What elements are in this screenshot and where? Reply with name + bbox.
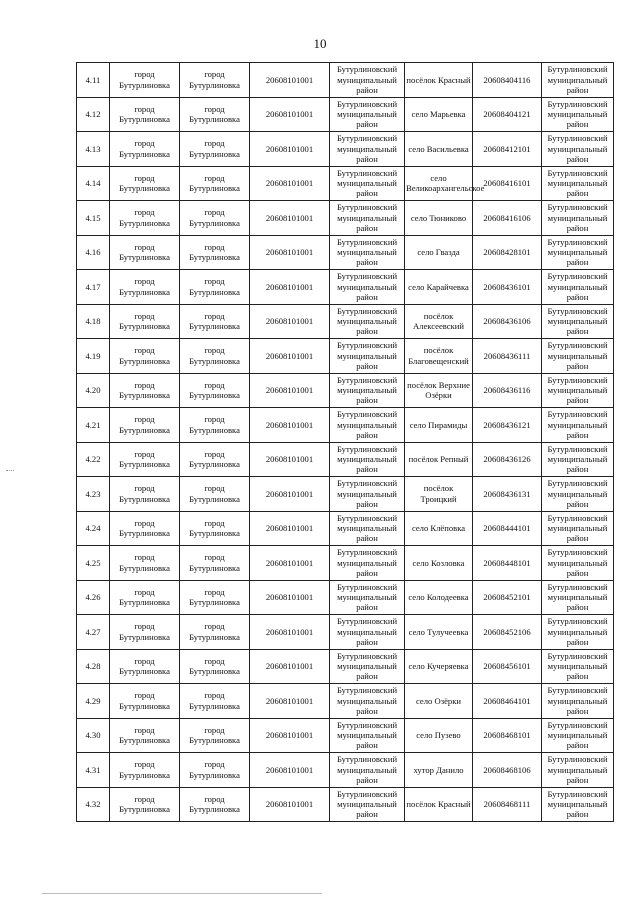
row-number: 4.14 [77,166,110,201]
locality-cell: село Тюниково [405,201,473,236]
oktmo-code-cell: 20608101001 [250,235,330,270]
settlement-cell: город Бутурлиновка [180,580,250,615]
locality-code-cell: 20608436121 [473,408,542,443]
district-cell: Бутурлиновский муниципальный район [542,235,614,270]
locality-cell: село Тулучеевка [405,615,473,650]
row-number: 4.25 [77,546,110,581]
settlement-cell: город Бутурлиновка [110,649,180,684]
settlement-cell: город Бутурлиновка [180,304,250,339]
locality-cell: посёлок Красный [405,63,473,98]
settlement-cell: город Бутурлиновка [180,615,250,650]
oktmo-code-cell: 20608101001 [250,373,330,408]
district-cell: Бутурлиновский муниципальный район [542,649,614,684]
district-cell: Бутурлиновский муниципальный район [330,201,405,236]
locality-code-cell: 20608452106 [473,615,542,650]
district-cell: Бутурлиновский муниципальный район [330,649,405,684]
district-cell: Бутурлиновский муниципальный район [542,339,614,374]
row-number: 4.23 [77,477,110,512]
locality-cell: село Пузево [405,718,473,753]
locality-code-cell: 20608416106 [473,201,542,236]
settlement-cell: город Бутурлиновка [180,787,250,822]
table-row [77,270,614,305]
district-cell: Бутурлиновский муниципальный район [542,132,614,167]
table-row [77,477,614,512]
locality-cell: село Гвазда [405,235,473,270]
locality-code-cell: 20608448101 [473,546,542,581]
oktmo-code-cell: 20608101001 [250,166,330,201]
oktmo-code-cell: 20608101001 [250,684,330,719]
locality-cell: хутор Данило [405,753,473,788]
footnote-rule [42,893,322,895]
settlement-cell: город Бутурлиновка [180,339,250,374]
district-cell: Бутурлиновский муниципальный район [330,304,405,339]
row-number: 4.27 [77,615,110,650]
margin-mark [6,470,14,472]
settlement-cell: город Бутурлиновка [180,201,250,236]
table-row [77,546,614,581]
district-cell: Бутурлиновский муниципальный район [330,97,405,132]
table-row [77,580,614,615]
settlement-cell: город Бутурлиновка [180,546,250,581]
settlement-cell: город Бутурлиновка [180,235,250,270]
district-cell: Бутурлиновский муниципальный район [330,132,405,167]
oktmo-code-cell: 20608101001 [250,201,330,236]
district-cell: Бутурлиновский муниципальный район [330,718,405,753]
locality-code-cell: 20608412101 [473,132,542,167]
locality-cell: посёлок Репный [405,442,473,477]
oktmo-code-cell: 20608101001 [250,63,330,98]
row-number: 4.18 [77,304,110,339]
district-cell: Бутурлиновский муниципальный район [330,753,405,788]
page-number: 10 [313,36,327,51]
settlement-cell: город Бутурлиновка [180,63,250,98]
table-row [77,718,614,753]
row-number: 4.24 [77,511,110,546]
district-cell: Бутурлиновский муниципальный район [330,511,405,546]
district-cell: Бутурлиновский муниципальный район [542,166,614,201]
settlement-cell: город Бутурлиновка [180,373,250,408]
row-number: 4.16 [77,235,110,270]
row-number: 4.28 [77,649,110,684]
district-cell: Бутурлиновский муниципальный район [542,477,614,512]
settlement-cell: город Бутурлиновка [110,339,180,374]
oktmo-code-cell: 20608101001 [250,649,330,684]
table-row [77,373,614,408]
settlement-cell: город Бутурлиновка [110,615,180,650]
settlement-cell: город Бутурлиновка [180,753,250,788]
settlement-cell: город Бутурлиновка [110,373,180,408]
row-number: 4.15 [77,201,110,236]
settlement-cell: город Бутурлиновка [110,718,180,753]
registry-table [76,62,614,822]
table-row [77,166,614,201]
locality-code-cell: 20608416101 [473,166,542,201]
district-cell: Бутурлиновский муниципальный район [542,373,614,408]
settlement-cell: город Бутурлиновка [180,511,250,546]
oktmo-code-cell: 20608101001 [250,477,330,512]
district-cell: Бутурлиновский муниципальный район [542,753,614,788]
oktmo-code-cell: 20608101001 [250,132,330,167]
locality-cell: село Васильевка [405,132,473,167]
table-row [77,132,614,167]
settlement-cell: город Бутурлиновка [110,235,180,270]
settlement-cell: город Бутурлиновка [180,684,250,719]
oktmo-code-cell: 20608101001 [250,615,330,650]
district-cell: Бутурлиновский муниципальный район [542,718,614,753]
locality-code-cell: 20608436116 [473,373,542,408]
table-row [77,753,614,788]
settlement-cell: город Бутурлиновка [180,166,250,201]
settlement-cell: город Бутурлиновка [110,787,180,822]
district-cell: Бутурлиновский муниципальный район [542,270,614,305]
oktmo-code-cell: 20608101001 [250,753,330,788]
locality-cell: село Карайчевка [405,270,473,305]
locality-code-cell: 20608468111 [473,787,542,822]
settlement-cell: город Бутурлиновка [180,270,250,305]
locality-cell: посёлок Благовещенский [405,339,473,374]
oktmo-code-cell: 20608101001 [250,97,330,132]
settlement-cell: город Бутурлиновка [110,304,180,339]
locality-cell: село Козловка [405,546,473,581]
district-cell: Бутурлиновский муниципальный район [330,339,405,374]
district-cell: Бутурлиновский муниципальный район [330,477,405,512]
district-cell: Бутурлиновский муниципальный район [330,166,405,201]
locality-cell: село Пирамиды [405,408,473,443]
row-number: 4.17 [77,270,110,305]
locality-code-cell: 20608468101 [473,718,542,753]
locality-code-cell: 20608436111 [473,339,542,374]
locality-cell: село Клёповка [405,511,473,546]
settlement-cell: город Бутурлиновка [110,132,180,167]
settlement-cell: город Бутурлиновка [110,546,180,581]
district-cell: Бутурлиновский муниципальный район [330,408,405,443]
locality-cell: село Озёрки [405,684,473,719]
district-cell: Бутурлиновский муниципальный район [542,511,614,546]
settlement-cell: город Бутурлиновка [110,580,180,615]
district-cell: Бутурлиновский муниципальный район [542,442,614,477]
district-cell: Бутурлиновский муниципальный район [330,373,405,408]
table-row [77,615,614,650]
row-number: 4.22 [77,442,110,477]
district-cell: Бутурлиновский муниципальный район [542,63,614,98]
settlement-cell: город Бутурлиновка [110,63,180,98]
settlement-cell: город Бутурлиновка [110,408,180,443]
oktmo-code-cell: 20608101001 [250,339,330,374]
locality-code-cell: 20608428101 [473,235,542,270]
settlement-cell: город Бутурлиновка [180,132,250,167]
settlement-cell: город Бутурлиновка [110,166,180,201]
district-cell: Бутурлиновский муниципальный район [330,546,405,581]
settlement-cell: город Бутурлиновка [110,753,180,788]
locality-cell: село Великоархангельское [405,166,473,201]
district-cell: Бутурлиновский муниципальный район [542,580,614,615]
table-row [77,684,614,719]
settlement-cell: город Бутурлиновка [110,511,180,546]
district-cell: Бутурлиновский муниципальный район [542,97,614,132]
locality-cell: посёлок Красный [405,787,473,822]
row-number: 4.29 [77,684,110,719]
oktmo-code-cell: 20608101001 [250,511,330,546]
locality-code-cell: 20608464101 [473,684,542,719]
district-cell: Бутурлиновский муниципальный район [330,580,405,615]
locality-code-cell: 20608468106 [473,753,542,788]
table-row [77,511,614,546]
oktmo-code-cell: 20608101001 [250,580,330,615]
settlement-cell: город Бутурлиновка [180,649,250,684]
oktmo-code-cell: 20608101001 [250,546,330,581]
settlement-cell: город Бутурлиновка [110,97,180,132]
row-number: 4.20 [77,373,110,408]
table-row [77,304,614,339]
district-cell: Бутурлиновский муниципальный район [330,270,405,305]
table-body [77,63,614,822]
locality-cell: посёлок Троицкий [405,477,473,512]
locality-code-cell: 20608436131 [473,477,542,512]
locality-cell: посёлок Алексеевский [405,304,473,339]
district-cell: Бутурлиновский муниципальный район [330,442,405,477]
district-cell: Бутурлиновский муниципальный район [542,546,614,581]
row-number: 4.13 [77,132,110,167]
table-row [77,408,614,443]
oktmo-code-cell: 20608101001 [250,304,330,339]
locality-code-cell: 20608404116 [473,63,542,98]
district-cell: Бутурлиновский муниципальный район [330,787,405,822]
locality-cell: село Кучеряевка [405,649,473,684]
settlement-cell: город Бутурлиновка [110,477,180,512]
locality-code-cell: 20608456101 [473,649,542,684]
row-number: 4.19 [77,339,110,374]
locality-cell: посёлок Верхние Озёрки [405,373,473,408]
oktmo-code-cell: 20608101001 [250,408,330,443]
table-row [77,649,614,684]
settlement-cell: город Бутурлиновка [180,442,250,477]
settlement-cell: город Бутурлиновка [110,684,180,719]
district-cell: Бутурлиновский муниципальный район [330,235,405,270]
district-cell: Бутурлиновский муниципальный район [542,201,614,236]
row-number: 4.31 [77,753,110,788]
oktmo-code-cell: 20608101001 [250,787,330,822]
district-cell: Бутурлиновский муниципальный район [330,615,405,650]
table-row [77,201,614,236]
row-number: 4.21 [77,408,110,443]
settlement-cell: город Бутурлиновка [110,201,180,236]
oktmo-code-cell: 20608101001 [250,442,330,477]
locality-code-cell: 20608436126 [473,442,542,477]
settlement-cell: город Бутурлиновка [180,408,250,443]
district-cell: Бутурлиновский муниципальный район [542,304,614,339]
settlement-cell: город Бутурлиновка [180,477,250,512]
locality-code-cell: 20608436106 [473,304,542,339]
oktmo-code-cell: 20608101001 [250,718,330,753]
district-cell: Бутурлиновский муниципальный район [330,684,405,719]
row-number: 4.11 [77,63,110,98]
locality-code-cell: 20608452101 [473,580,542,615]
district-cell: Бутурлиновский муниципальный район [330,63,405,98]
row-number: 4.26 [77,580,110,615]
locality-code-cell: 20608436101 [473,270,542,305]
settlement-cell: город Бутурлиновка [110,270,180,305]
settlement-cell: город Бутурлиновка [180,718,250,753]
district-cell: Бутурлиновский муниципальный район [542,684,614,719]
table-row [77,235,614,270]
row-number: 4.12 [77,97,110,132]
row-number: 4.32 [77,787,110,822]
row-number: 4.30 [77,718,110,753]
table-row [77,339,614,374]
table-row [77,787,614,822]
table-row [77,97,614,132]
oktmo-code-cell: 20608101001 [250,270,330,305]
table-row [77,442,614,477]
settlement-cell: город Бутурлиновка [180,97,250,132]
district-cell: Бутурлиновский муниципальный район [542,615,614,650]
district-cell: Бутурлиновский муниципальный район [542,787,614,822]
settlement-cell: город Бутурлиновка [110,442,180,477]
locality-cell: село Марьевка [405,97,473,132]
locality-code-cell: 20608444101 [473,511,542,546]
locality-code-cell: 20608404121 [473,97,542,132]
district-cell: Бутурлиновский муниципальный район [542,408,614,443]
table-row [77,63,614,98]
locality-cell: село Колодеевка [405,580,473,615]
